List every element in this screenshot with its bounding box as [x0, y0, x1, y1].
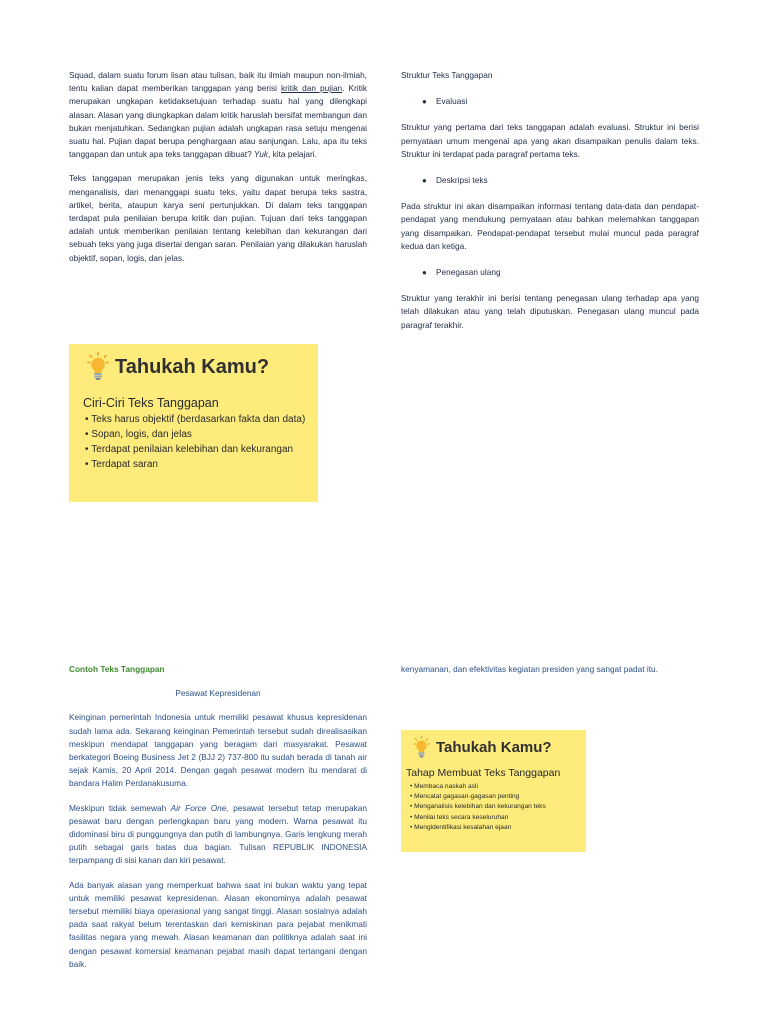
intro-paragraph: [69, 69, 367, 161]
card-subtitle: Ciri-Ciri Teks Tanggapan: [83, 396, 219, 410]
definition-paragraph: Teks tanggapan merupakan jenis teks yang digunakan untuk meringkas, menganalisis, dan menanggapi suatu teks, yaitu dapat berupa teks sastra, artikel, berita, ataupun karya seni pertunjukkan. Di dalam teks tanggapan terdapat pula penilaian berupa kritik dan pujian. Tujuan dari teks tanggapan adalah untuk memberikan penilaian tentang kelebihan dan kekurangan dari sebuah teks yang juga disertai dengan saran. Penilaian yang dilakukan haruslah objektif, sopan, logis, dan jelas.: [69, 173, 367, 263]
list-item: • Mencatat gagasan-gagasan penting: [410, 792, 586, 802]
structure-title: Struktur Teks Tanggapan: [401, 70, 493, 80]
tahukah-kamu-card-tahap: [401, 730, 586, 852]
list-item: • Menilai teks secara keseluruhan: [410, 813, 586, 823]
list-item: • Terdapat penilaian kelebihan dan kekurangan: [85, 442, 318, 457]
example-title: Pesawat Kepresidenan: [175, 688, 261, 699]
intro-text-mid: . Kritik merupakan ungkapan ketidaksetujuan terhadap suatu hal yang dilengkapi alasan. Alasan yang diungkapkan dalam kritik haruslah bersifat membangun dan bukan menjatuhkan. Sedangkan pujian adalah ungkapan rasa setuju mengenai suatu hal. Pujian dapat berupa penghargaan atau sanjungan. Lalu, apa itu teks tanggapan dan untuk apa teks tanggapan dibuat?: [69, 83, 367, 160]
example-continuation-paragraph: kenyamanan, dan efektivitas kegiatan presiden yang sangat padat itu.: [401, 664, 658, 674]
yuk-word: Yuk: [254, 149, 269, 160]
evaluasi-paragraph: Struktur yang pertama dari teks tanggapan adalah evaluasi. Struktur ini berisi pernyataan umum mengenai apa yang akan disampaikan penulis dalam teks. Struktur ini terdapat pada paragraf pertama teks.: [401, 122, 699, 159]
card-subtitle: Tahap Membuat Teks Tanggapan: [406, 767, 561, 779]
kritik-pujian-link[interactable]: kritik dan pujian: [281, 83, 343, 94]
intro-text-end: , kita pelajari.: [268, 149, 317, 160]
lightbulb-icon: [413, 736, 430, 759]
list-item: • Teks harus objektif (berdasarkan fakta dan data): [85, 412, 318, 427]
example-paragraph-1: Keinginan pemerintah Indonesia untuk memiliki pesawat khusus kepresidenan sudah lama ada. Sekarang keinginan Pemerintah tersebut sudah direalisasikan meskipun mendapat tanggapan yang beragam dari masyarakat. Pesawat berkategori Boeing Business Jet 2 (BJJ 2) 737-800 itu sudah berada di tanah air sejak Kamis, 20 April 2014. Dengan gagah pesawat modern itu mendarat di bandara Halim Perdanakusuma.: [69, 712, 367, 789]
example-heading: Contoh Teks Tanggapan: [69, 664, 165, 674]
list-item: • Mengidentifikasi kesalahan ejaan: [410, 823, 586, 833]
list-item: • Membaca naskah asli: [410, 782, 586, 792]
example-column: [69, 663, 367, 971]
intro-text-start: Squad, dalam suatu forum lisan atau tulisan, baik itu ilmiah maupun non-ilmiah, tentu kalian dapat memberikan tanggapan yang berisi: [69, 70, 367, 94]
penegasan-paragraph: Struktur yang terakhir ini berisi tentang penegasan ulang terhadap apa yang telah dilakukan atau yang telah diputuskan. Penegasan ulang muncul pada paragraf terakhir.: [401, 293, 699, 330]
deskripsi-paragraph: Pada struktur ini akan disampaikan informasi tentang data-data dan pendapat-pendapat yang mendukung pernyataan atau bahkan melemahkan tanggapan yang disampaikan. Pendapat-pendapat tersebut mulai muncul pada paragraf kedua dan ketiga.: [401, 201, 699, 251]
list-item: • Terdapat saran: [85, 457, 318, 472]
bullet-deskripsi: ● Deskripsi teks: [422, 175, 488, 186]
bullet-penegasan: ● Penegasan ulang: [422, 267, 501, 278]
list-item: • Menganalisis kelebihan dan kekurangan teks: [410, 802, 586, 812]
bullet-evaluasi: ● Evaluasi: [422, 96, 468, 107]
card-title: Tahukah Kamu?: [436, 739, 552, 756]
ciri-list: [85, 412, 318, 472]
structure-column: [401, 69, 699, 332]
example-paragraph-2: Meskipun tidak semewah Air Force One, pesawat tersebut tetap merupakan pesawat baru dengan perlengkapan baru yang modern. Warna pesawat itu didominasi biru di punggungnya dan putih di lambungnya. Garis lengkung merah putih sebagai garis batas dua bagian. Tulisan REPUBLIK INDONESIA terpampang di sisi kanan dan kiri pesawat.: [69, 802, 367, 866]
card-title: Tahukah Kamu?: [115, 355, 270, 378]
list-item: • Sopan, logis, dan jelas: [85, 427, 318, 442]
example-continuation-column: [401, 663, 699, 676]
example-paragraph-3: Ada banyak alasan yang memperkuat bahwa saat ini bukan waktu yang tepat untuk memiliki pesawat kepresidenan. Alasan ekonominya adalah pesawat tersebut memiliki biaya operasional yang sangat tinggi. Alasan sosialnya adalah pada saat rakyat belum terentaskan dari kemiskinan para pejabat menikmati fasilitas negara yang mewah. Alasan keamanan dan politiknya adalah saat ini dengan pesawat komersial keamanan pejabat masih dapat tertangani dengan baik.: [69, 879, 367, 969]
intro-column: [69, 69, 367, 265]
tahap-list: [410, 782, 586, 833]
lightbulb-icon: [87, 352, 109, 382]
tahukah-kamu-card-ciri: [69, 344, 318, 502]
